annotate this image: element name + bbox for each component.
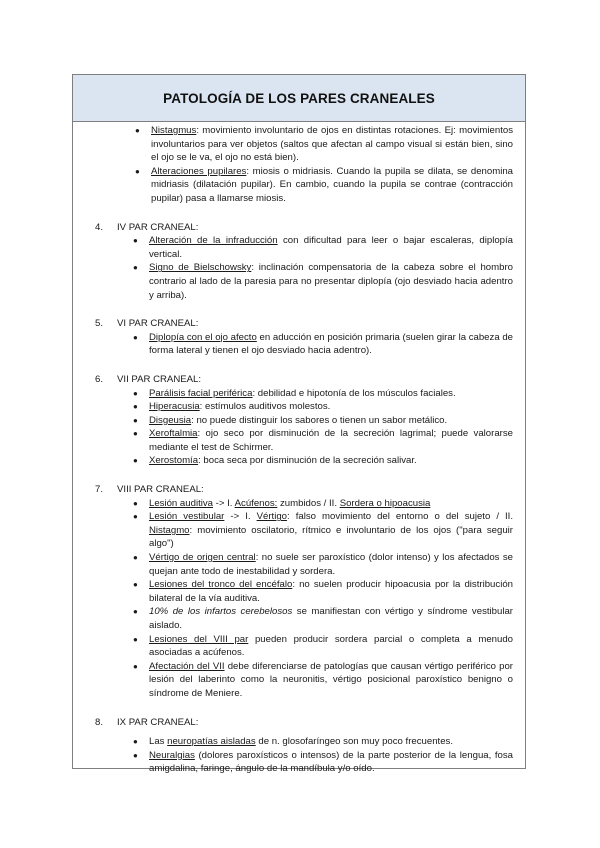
item-text: : debilidad e hipotonía de los músculos faciales. [252, 387, 456, 399]
list-item [133, 261, 513, 302]
list-item [133, 331, 513, 358]
bullet-icon: ● [133, 402, 138, 412]
section-title: IX PAR CRANEAL: [117, 716, 199, 728]
bullet-icon: ● [133, 607, 138, 617]
item-term: Alteración de la infraducción [149, 235, 278, 247]
item-text: : no suele ser paroxístico (dolor intenso) y los afectados se quejan ante todo de inestabilidad y sordera. [149, 552, 514, 577]
list-item [133, 400, 513, 414]
list-item [133, 427, 513, 454]
section-heading [95, 221, 513, 235]
item-text: : ojo seco por disminución de la secreción lagrimal; puede valorarse mediante el test de Schirmer. [149, 428, 513, 453]
item-prefix: Las [149, 736, 168, 748]
item-term: Diplopía con el ojo afecto [149, 331, 257, 343]
section-title: VI PAR CRANEAL: [117, 318, 199, 330]
item-text: en aducción en posición primaria (suelen girar la cabeza de forma lateral y tienen el ojo desviado hacia adentro). [149, 331, 514, 357]
item-term: Parálisis facial periférica [149, 387, 253, 399]
item-text: debe diferenciarse de patologías que causan vértigo periférico por lesión del laberinto como la neuronitis, vértigo posicional paroxístico benigno o síndrome de Meniere. [149, 660, 513, 699]
bullet-icon: ● [133, 512, 138, 522]
bullet-icon: ● [133, 332, 138, 342]
bullet-icon: ● [133, 634, 138, 644]
item-term: Xeroftalmia [149, 428, 198, 440]
list-item [135, 165, 513, 206]
item-text: con dificultad para leer o bajar escaleras, diplopía vertical. [149, 235, 513, 260]
section-list [95, 497, 513, 701]
section-heading [95, 317, 513, 331]
list-item [133, 578, 513, 605]
item-term: Disgeusia [149, 414, 192, 426]
bullet-icon: ● [133, 456, 138, 466]
item-term: Neuralgias [149, 749, 195, 761]
page-title: PATOLOGÍA DE LOS PARES CRANEALES [163, 90, 435, 106]
section-number: 8. [95, 716, 104, 728]
item-term: Hiperacusia [149, 401, 200, 413]
section-number: 5. [95, 318, 104, 330]
item-text: -> I. [224, 511, 257, 523]
document-content [73, 124, 525, 776]
title-banner [73, 75, 525, 122]
list-item [133, 633, 513, 660]
list-item [133, 605, 513, 632]
section-list [95, 735, 513, 776]
item-text: : estímulos auditivos molestos. [199, 401, 331, 413]
section-title: IV PAR CRANEAL: [117, 221, 199, 233]
item-term: Vértigo [256, 511, 288, 523]
item-term: Sordera o hipoacusia [339, 497, 431, 509]
item-text: de n. glosofaríngeo son muy poco frecuentes. [255, 736, 454, 748]
list-item [133, 749, 513, 776]
document-frame [72, 74, 526, 775]
item-term: Signo de Bielschowsky [149, 262, 252, 274]
item-term: Lesiones del tronco del encéfalo [149, 579, 293, 591]
item-text: : no puede distinguir los sabores o tienen un sabor metálico. [191, 414, 448, 426]
section-heading [95, 483, 513, 497]
item-term: Alteraciones pupilares [151, 165, 247, 177]
section-spacer [95, 206, 513, 216]
item-text: : boca seca por disminución de la secreción salivar. [198, 455, 417, 467]
section-spacer [95, 468, 513, 478]
section-number: 6. [95, 373, 104, 385]
item-italic-term: 10% de los infartos cerebelosos [149, 606, 293, 618]
item-text: : inclinación compensatoria de la cabeza sobre el hombro contrario al lado de la paresia para no presentar diplopía (ojo desviado hacia adentro y arriba). [149, 262, 513, 301]
list-item [133, 510, 513, 551]
item-text: (dolores paroxísticos o intensos) de la parte posterior de la lengua, fosa amigdalina, faringe, ángulo de la mandíbula y/o oído. [149, 749, 513, 775]
bullet-icon: ● [135, 166, 140, 176]
item-term: Xerostomía [149, 455, 199, 467]
item-term: neuropatías aisladas [167, 736, 256, 748]
list-item [133, 387, 513, 401]
bullet-icon: ● [133, 737, 138, 747]
list-item [133, 660, 513, 701]
item-text: : no suelen producir hipoacusia por la distribución bilateral de la vía auditiva. [149, 579, 513, 604]
item-text: pueden producir sordera parcial o completa a menudo asociadas a acúfenos. [149, 633, 513, 659]
section-list [95, 387, 513, 469]
list-item [135, 124, 513, 165]
bullet-icon: ● [133, 498, 138, 508]
item-term: Nistagmus [151, 125, 197, 136]
list-item [133, 414, 513, 428]
item-term: Lesiones del VIII par [149, 633, 249, 645]
item-text: : falso movimiento del entorno o del sujeto / II. [287, 511, 514, 523]
section-heading [95, 716, 513, 730]
bullet-icon: ● [133, 750, 138, 760]
section-number: 7. [95, 484, 104, 496]
section-number: 4. [95, 221, 104, 233]
item-text: : miosis o midriasis. Cuando la pupila se dilata, se denomina midriasis (dilatación pupilar). En cambio, cuando la pupila se contrae (contracción pupilar) pasa a llamarse miosis. [151, 165, 513, 204]
bullet-icon: ● [133, 388, 138, 398]
item-term: Lesión vestibular [149, 511, 225, 523]
bullet-icon: ● [133, 661, 138, 671]
section-heading [95, 373, 513, 387]
section-list [95, 234, 513, 302]
intro-list [95, 124, 513, 206]
bullet-icon: ● [133, 553, 138, 563]
item-term: Nistagmo [149, 524, 190, 536]
item-text: se manifiestan con vértigo y síndrome vestibular aislado. [149, 606, 513, 631]
item-term: Vértigo de origen central [149, 552, 256, 564]
list-item [133, 551, 513, 578]
bullet-icon: ● [133, 580, 138, 590]
section-title: VIII PAR CRANEAL: [117, 484, 204, 496]
item-text: zumbidos / II. [277, 497, 340, 509]
item-term: Acúfenos: [234, 497, 278, 509]
section-list [95, 331, 513, 358]
item-term: Lesión auditiva [149, 497, 214, 509]
bullet-icon: ● [135, 126, 140, 135]
section-spacer [95, 302, 513, 312]
list-item [133, 234, 513, 261]
item-text: : movimiento involuntario de ojos en distintas rotaciones. Ej: movimientos involuntarios para ver objetos (saltos que afectan al campo visual si están bien, sino el ojo se le va, el ojo no está bien). [151, 125, 513, 164]
item-term: Afectación del VII [149, 660, 225, 672]
section-spacer [95, 701, 513, 711]
bullet-icon: ● [133, 236, 138, 246]
list-item [133, 497, 513, 511]
bullet-icon: ● [133, 415, 138, 425]
list-item [133, 454, 513, 468]
list-item [133, 735, 513, 749]
item-text: : movimiento oscilatorio, rítmico e involuntario de los ojos ("para seguir algo") [149, 524, 513, 550]
bullet-icon: ● [133, 429, 138, 439]
section-spacer [95, 358, 513, 368]
item-text: -> I. [213, 497, 235, 509]
bullet-icon: ● [133, 263, 138, 273]
section-title: VII PAR CRANEAL: [117, 373, 202, 385]
